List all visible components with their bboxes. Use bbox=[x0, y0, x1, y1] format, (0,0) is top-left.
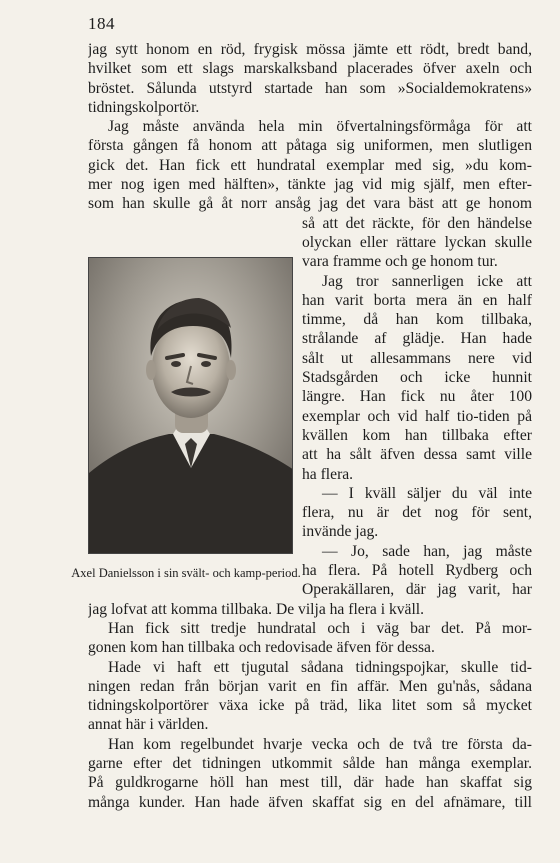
text-line: Jag tror sannerligen icke att bbox=[322, 272, 532, 290]
text-line: sålt ut allesammans nere vid bbox=[302, 349, 532, 367]
text-line: jag lofvat att komma tillbaka. De vilja ha flera i kväll. bbox=[88, 600, 425, 618]
text-line: att ha sålt äfven dessa samt ville bbox=[302, 446, 532, 464]
text-line: längre. Han fick nu åter 100 bbox=[302, 388, 532, 406]
text-line: bröstet. Sålunda utstyrd startade han som »Socialdemokratens» bbox=[88, 79, 532, 97]
text-line: Hade vi haft ett tjugutal sådana tidningspojkar, skulle tid- bbox=[108, 658, 532, 676]
text-line: flera, nu är det nog för sent, bbox=[302, 504, 532, 522]
text-line: ningen redan från början varit en fin affär. Men gu'nås, sådana bbox=[88, 677, 532, 695]
text-line: många kunder. Han hade äfven skaffat sig en del afnämare, till bbox=[88, 793, 532, 811]
text-line: ha flera. På hotell Rydberg och bbox=[302, 562, 532, 580]
text-line: jag sytt honom en röd, frygisk mössa jämte ett rödt, bredt band, bbox=[88, 41, 532, 58]
text-line: olyckan eller rättare lyckan skulle bbox=[302, 233, 532, 251]
text-line: På guldkrogarne höll han mest till, där hade han skaffat sig bbox=[88, 774, 532, 792]
text-line: första gången få honom att påtaga sig uniformen, men slutligen bbox=[88, 137, 532, 155]
text-line: så att det räckte, för den händelse bbox=[302, 214, 532, 232]
text-line: timme, då han kom tillbaka, bbox=[302, 311, 532, 329]
text-line: annat här i världen. bbox=[88, 716, 209, 734]
text-line: — I kväll säljer du väl inte bbox=[322, 484, 532, 502]
text-line: gick det. Han fick ett hundratal exemplar med sig, »du kom- bbox=[88, 156, 532, 174]
page-number: 184 bbox=[88, 14, 115, 33]
text-line: Operakällaren, där jag varit, har bbox=[302, 581, 532, 599]
photo-caption: Axel Danielsson i sin svält- och kamp-period. bbox=[71, 566, 301, 580]
text-line: exemplar och vid half tio-tiden på bbox=[302, 407, 532, 425]
text-line: han varit borta mera än en half bbox=[302, 291, 532, 309]
text-line: gonen kom han tillbaka och redovisade äfven för dessa. bbox=[88, 639, 435, 657]
text-line: tidningskolportörer växa icke på träd, lika litet som så mycket bbox=[88, 697, 532, 715]
text-line: Han fick sitt tredje hundratal och i väg bar det. På mor- bbox=[108, 619, 532, 637]
text-line: mer nog igen med hälften», tänkte jag vid mig själf, men efter- bbox=[88, 176, 532, 194]
text-line: Stadsgården och icke hunnit bbox=[302, 369, 532, 387]
text-line: garne efter det tidningen utkommit sålde han många exemplar. bbox=[88, 755, 532, 773]
text-line: tidningskolportör. bbox=[88, 98, 200, 116]
portrait-photo bbox=[88, 257, 293, 554]
bottom-paragraphs bbox=[88, 600, 532, 812]
right-column-text bbox=[302, 214, 532, 600]
text-line: invände jag. bbox=[302, 523, 379, 541]
text-line: ha flera. bbox=[302, 465, 354, 483]
text-line: hvilket som ett slags marskalksband placerades öfver axeln och bbox=[88, 60, 532, 78]
text-line: strålande af glädje. Han hade bbox=[302, 330, 532, 348]
text-line: Han kom regelbundet hvarje vecka och de två tre första da- bbox=[108, 735, 532, 753]
text-line: kvällen kom han tillbaka efter bbox=[302, 426, 532, 444]
text-line: Jag måste använda hela min öfvertalningsförmåga för att bbox=[108, 118, 532, 136]
text-line: — Jo, sade han, jag måste bbox=[322, 542, 532, 560]
text-line: vara framme och ge honom tur. bbox=[302, 253, 498, 271]
text-line: som han skulle gå åt norr ansåg jag det vara bäst att ge honom bbox=[88, 195, 532, 213]
portrait-illustration bbox=[89, 258, 293, 554]
top-paragraphs bbox=[88, 40, 532, 214]
